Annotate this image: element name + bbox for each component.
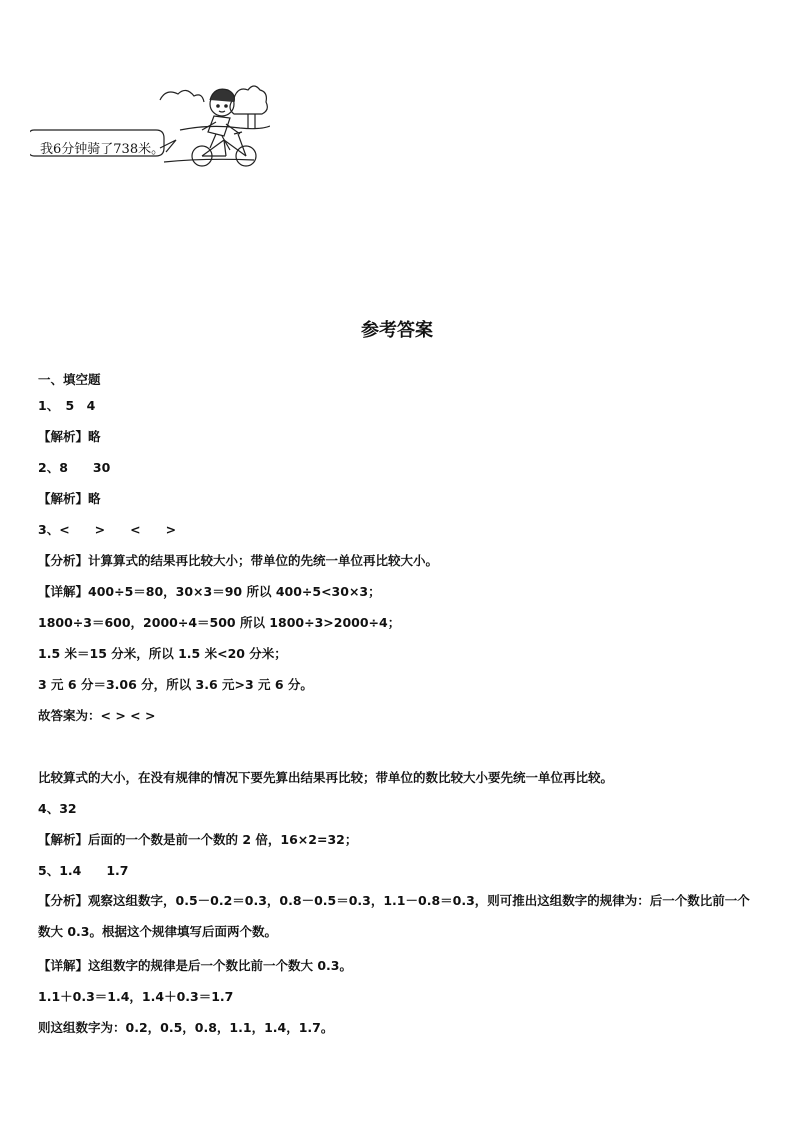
detail-3-line-1: 【详解】400÷5＝80，30×3＝90 所以 400÷5<30×3； — [38, 584, 381, 599]
answer-4: 4、32 — [38, 801, 77, 816]
answer-1: 1、 5 4 — [38, 398, 96, 413]
tip-3: 比较算式的大小，在没有规律的情况下要先算出结果再比较；带单位的数比较大小要先统一单位再比较。 — [38, 770, 614, 785]
answer-3: 3、< > < > — [38, 522, 177, 537]
detail-3-line-2: 1800÷3＝600，2000÷4＝500 所以 1800÷3>2000÷4； — [38, 615, 401, 630]
answer-5: 5、1.4 1.7 — [38, 863, 129, 878]
detail-3-line-3: 1.5 米＝15 分米，所以 1.5 米<20 分米； — [38, 646, 287, 661]
detail-3-line-4: 3 元 6 分＝3.06 分，所以 3.6 元>3 元 6 分。 — [38, 677, 313, 692]
conclusion-3: 故答案为：< > < > — [38, 708, 156, 723]
answer-key-title: 参考答案 — [361, 320, 433, 341]
detail-5-line-1: 【详解】这组数字的规律是后一个数比前一个数大 0.3。 — [38, 958, 352, 973]
detail-5-line-3: 则这组数字为：0.2，0.5，0.8，1.1，1.4，1.7。 — [38, 1020, 334, 1035]
detail-5-line-2: 1.1＋0.3＝1.4，1.4＋0.3＝1.7 — [38, 989, 234, 1004]
boy-on-bicycle-illustration — [30, 78, 270, 178]
analysis-1: 【解析】略 — [38, 429, 101, 444]
answer-2: 2、8 30 — [38, 460, 111, 475]
analysis-5: 【分析】观察这组数字，0.5－0.2＝0.3，0.8－0.5＝0.3，1.1－0.8＝0.3，则可推出这组数字的规律为：后一个数比前一个数大 0.3。根据这个规律填写后面两个数。 — [38, 893, 750, 939]
analysis-3: 【分析】计算算式的结果再比较大小；带单位的先统一单位再比较大小。 — [38, 553, 439, 568]
section-heading: 一、填空题 — [38, 372, 101, 387]
analysis-4: 【解析】后面的一个数是前一个数的 2 倍，16×2=32； — [38, 832, 358, 847]
speech-bubble-text: 我6分钟骑了738米。 — [40, 142, 165, 157]
analysis-2: 【解析】略 — [38, 491, 101, 506]
